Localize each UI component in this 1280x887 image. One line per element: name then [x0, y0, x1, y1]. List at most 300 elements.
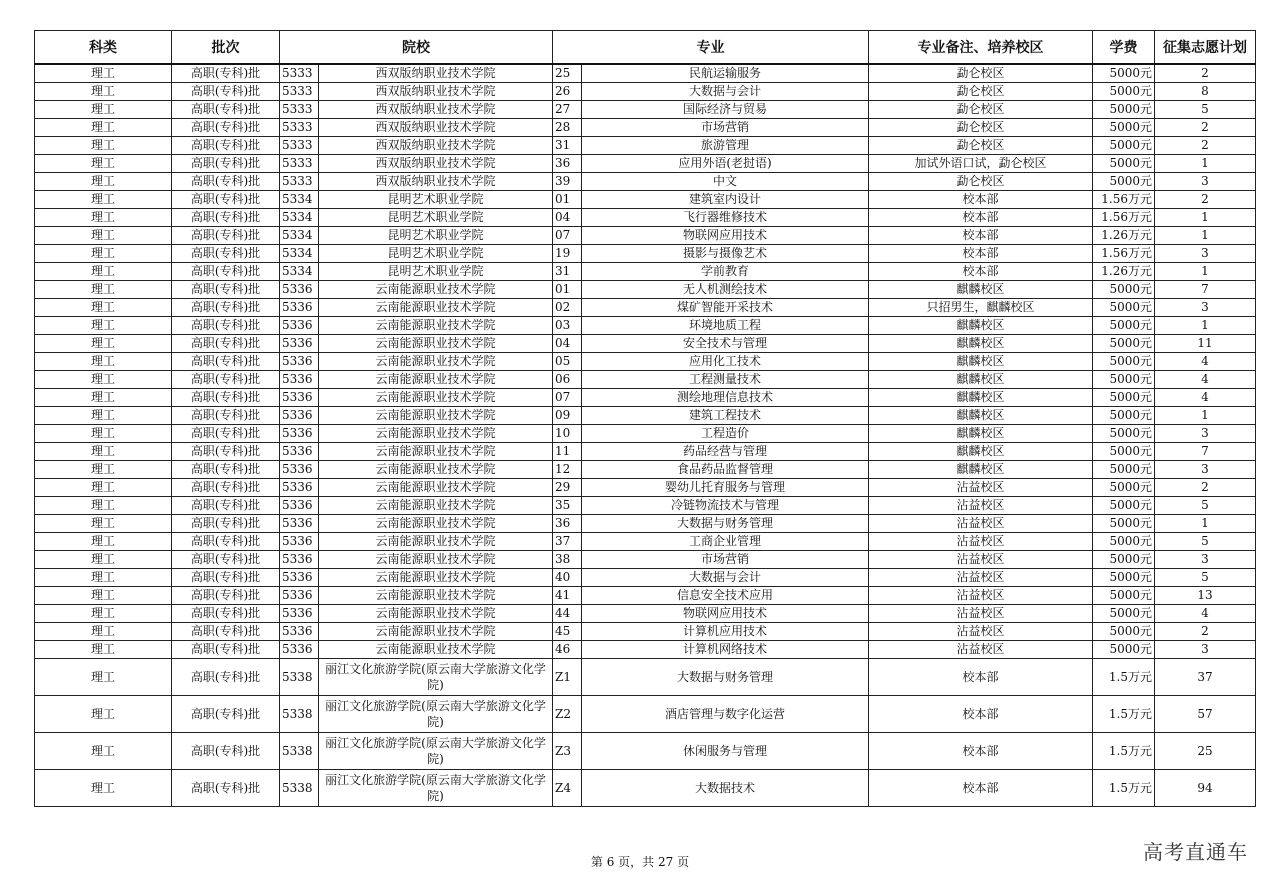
table-row — [35, 227, 1256, 245]
cell-major: 市场营销 — [582, 119, 869, 137]
cell-major-code: 10 — [553, 425, 582, 443]
cell-tuition: 5000元 — [1093, 569, 1155, 587]
cell-tuition: 1.56万元 — [1093, 209, 1155, 227]
cell-major-code: 31 — [553, 263, 582, 281]
cell-note: 麒麟校区 — [869, 371, 1093, 389]
cell-major: 大数据与会计 — [582, 569, 869, 587]
cell-batch: 高职(专科)批 — [172, 425, 280, 443]
cell-college: 西双版纳职业技术学院 — [319, 119, 553, 137]
cell-college: 云南能源职业技术学院 — [319, 551, 553, 569]
cell-plan: 7 — [1155, 443, 1256, 461]
cell-major-code: 01 — [553, 191, 582, 209]
cell-note: 沾益校区 — [869, 497, 1093, 515]
table-row — [35, 389, 1256, 407]
table-row — [35, 191, 1256, 209]
table-row — [35, 245, 1256, 263]
cell-plan: 4 — [1155, 389, 1256, 407]
cell-college: 云南能源职业技术学院 — [319, 587, 553, 605]
cell-tuition: 5000元 — [1093, 407, 1155, 425]
cell-category: 理工 — [35, 137, 172, 155]
cell-plan: 3 — [1155, 641, 1256, 659]
cell-major-code: 04 — [553, 209, 582, 227]
table-row — [35, 137, 1256, 155]
header-note: 专业备注、培养校区 — [869, 31, 1093, 65]
cell-major-code: 26 — [553, 83, 582, 101]
cell-major: 应用外语(老挝语) — [582, 155, 869, 173]
cell-college: 西双版纳职业技术学院 — [319, 101, 553, 119]
table-row — [35, 515, 1256, 533]
cell-batch: 高职(专科)批 — [172, 443, 280, 461]
cell-tuition: 5000元 — [1093, 479, 1155, 497]
cell-plan: 2 — [1155, 191, 1256, 209]
cell-category: 理工 — [35, 353, 172, 371]
cell-college-code: 5336 — [280, 551, 319, 569]
cell-tuition: 5000元 — [1093, 623, 1155, 641]
cell-note: 沾益校区 — [869, 569, 1093, 587]
cell-note: 校本部 — [869, 263, 1093, 281]
cell-category: 理工 — [35, 407, 172, 425]
cell-college-code: 5336 — [280, 299, 319, 317]
cell-tuition: 5000元 — [1093, 83, 1155, 101]
cell-college: 云南能源职业技术学院 — [319, 407, 553, 425]
cell-major-code: 27 — [553, 101, 582, 119]
cell-major-code: 37 — [553, 533, 582, 551]
cell-note: 加试外语口试，勐仑校区 — [869, 155, 1093, 173]
cell-major: 计算机应用技术 — [582, 623, 869, 641]
cell-major: 飞行器维修技术 — [582, 209, 869, 227]
cell-tuition: 5000元 — [1093, 587, 1155, 605]
cell-batch: 高职(专科)批 — [172, 371, 280, 389]
table-row — [35, 696, 1256, 733]
cell-plan: 5 — [1155, 497, 1256, 515]
cell-category: 理工 — [35, 733, 172, 770]
cell-college: 云南能源职业技术学院 — [319, 317, 553, 335]
cell-note: 麒麟校区 — [869, 353, 1093, 371]
table-row — [35, 155, 1256, 173]
cell-category: 理工 — [35, 389, 172, 407]
cell-college-code: 5336 — [280, 623, 319, 641]
cell-major-code: 41 — [553, 587, 582, 605]
cell-major-code: 36 — [553, 155, 582, 173]
cell-major: 应用化工技术 — [582, 353, 869, 371]
cell-major: 工程测量技术 — [582, 371, 869, 389]
cell-college-code: 5333 — [280, 173, 319, 191]
watermark-logo: 高考直通车 — [1143, 840, 1248, 864]
cell-batch: 高职(专科)批 — [172, 696, 280, 733]
cell-batch: 高职(专科)批 — [172, 101, 280, 119]
cell-note: 麒麟校区 — [869, 443, 1093, 461]
cell-major: 大数据与财务管理 — [582, 659, 869, 696]
cell-major-code: 28 — [553, 119, 582, 137]
cell-major: 计算机网络技术 — [582, 641, 869, 659]
cell-major: 测绘地理信息技术 — [582, 389, 869, 407]
cell-college-code: 5336 — [280, 425, 319, 443]
cell-category: 理工 — [35, 425, 172, 443]
cell-tuition: 1.26万元 — [1093, 227, 1155, 245]
table-row — [35, 551, 1256, 569]
cell-category: 理工 — [35, 101, 172, 119]
cell-batch: 高职(专科)批 — [172, 335, 280, 353]
cell-batch: 高职(专科)批 — [172, 245, 280, 263]
cell-plan: 4 — [1155, 371, 1256, 389]
cell-plan: 57 — [1155, 696, 1256, 733]
cell-college: 昆明艺术职业学院 — [319, 191, 553, 209]
cell-tuition: 1.5万元 — [1093, 770, 1155, 807]
cell-major-code: Z2 — [553, 696, 582, 733]
cell-major: 旅游管理 — [582, 137, 869, 155]
cell-batch: 高职(专科)批 — [172, 587, 280, 605]
header-college: 院校 — [280, 31, 553, 65]
cell-tuition: 5000元 — [1093, 389, 1155, 407]
cell-category: 理工 — [35, 335, 172, 353]
cell-major-code: 05 — [553, 353, 582, 371]
cell-major: 环境地质工程 — [582, 317, 869, 335]
cell-college: 云南能源职业技术学院 — [319, 281, 553, 299]
cell-note: 麒麟校区 — [869, 317, 1093, 335]
cell-college-code: 5334 — [280, 191, 319, 209]
cell-college-code: 5334 — [280, 209, 319, 227]
page-number: 第 6 页，共 27 页 — [590, 855, 690, 869]
cell-tuition: 1.56万元 — [1093, 245, 1155, 263]
cell-college-code: 5336 — [280, 515, 319, 533]
cell-tuition: 5000元 — [1093, 425, 1155, 443]
cell-batch: 高职(专科)批 — [172, 551, 280, 569]
header-row — [35, 31, 1256, 65]
table-row — [35, 299, 1256, 317]
cell-plan: 1 — [1155, 209, 1256, 227]
cell-college: 云南能源职业技术学院 — [319, 569, 553, 587]
cell-plan: 1 — [1155, 515, 1256, 533]
cell-note: 勐仑校区 — [869, 119, 1093, 137]
cell-college: 云南能源职业技术学院 — [319, 371, 553, 389]
cell-plan: 1 — [1155, 155, 1256, 173]
cell-college-code: 5336 — [280, 479, 319, 497]
cell-college-code: 5333 — [280, 119, 319, 137]
table-row — [35, 101, 1256, 119]
cell-major-code: 19 — [553, 245, 582, 263]
cell-college-code: 5338 — [280, 770, 319, 807]
cell-category: 理工 — [35, 533, 172, 551]
cell-tuition: 5000元 — [1093, 551, 1155, 569]
cell-batch: 高职(专科)批 — [172, 497, 280, 515]
cell-note: 麒麟校区 — [869, 461, 1093, 479]
cell-major: 市场营销 — [582, 551, 869, 569]
cell-college-code: 5333 — [280, 101, 319, 119]
cell-plan: 11 — [1155, 335, 1256, 353]
cell-major-code: 01 — [553, 281, 582, 299]
cell-category: 理工 — [35, 281, 172, 299]
cell-college-code: 5336 — [280, 605, 319, 623]
cell-major-code: 44 — [553, 605, 582, 623]
cell-major: 无人机测绘技术 — [582, 281, 869, 299]
cell-category: 理工 — [35, 497, 172, 515]
cell-category: 理工 — [35, 371, 172, 389]
cell-college-code: 5336 — [280, 641, 319, 659]
cell-note: 沾益校区 — [869, 533, 1093, 551]
cell-category: 理工 — [35, 479, 172, 497]
cell-note: 沾益校区 — [869, 515, 1093, 533]
cell-tuition: 5000元 — [1093, 371, 1155, 389]
cell-college: 云南能源职业技术学院 — [319, 641, 553, 659]
cell-note: 校本部 — [869, 696, 1093, 733]
cell-note: 沾益校区 — [869, 605, 1093, 623]
cell-plan: 2 — [1155, 119, 1256, 137]
cell-note: 校本部 — [869, 191, 1093, 209]
cell-batch: 高职(专科)批 — [172, 155, 280, 173]
cell-tuition: 1.5万元 — [1093, 659, 1155, 696]
cell-category: 理工 — [35, 641, 172, 659]
cell-college-code: 5333 — [280, 137, 319, 155]
cell-major-code: 07 — [553, 227, 582, 245]
table-row — [35, 533, 1256, 551]
table-row — [35, 623, 1256, 641]
cell-major-code: Z3 — [553, 733, 582, 770]
cell-tuition: 5000元 — [1093, 137, 1155, 155]
cell-college: 云南能源职业技术学院 — [319, 389, 553, 407]
table-row — [35, 353, 1256, 371]
table-row — [35, 443, 1256, 461]
cell-major-code: 02 — [553, 299, 582, 317]
cell-major-code: 36 — [553, 515, 582, 533]
cell-plan: 5 — [1155, 569, 1256, 587]
cell-plan: 2 — [1155, 64, 1256, 83]
cell-batch: 高职(专科)批 — [172, 64, 280, 83]
cell-category: 理工 — [35, 173, 172, 191]
cell-major-code: 46 — [553, 641, 582, 659]
cell-major: 安全技术与管理 — [582, 335, 869, 353]
cell-college-code: 5336 — [280, 533, 319, 551]
cell-category: 理工 — [35, 155, 172, 173]
cell-batch: 高职(专科)批 — [172, 209, 280, 227]
table-row — [35, 263, 1256, 281]
cell-college-code: 5336 — [280, 371, 319, 389]
cell-major: 婴幼儿托育服务与管理 — [582, 479, 869, 497]
cell-note: 校本部 — [869, 659, 1093, 696]
cell-plan: 3 — [1155, 461, 1256, 479]
cell-batch: 高职(专科)批 — [172, 515, 280, 533]
cell-category: 理工 — [35, 461, 172, 479]
cell-plan: 2 — [1155, 623, 1256, 641]
cell-category: 理工 — [35, 317, 172, 335]
cell-batch: 高职(专科)批 — [172, 173, 280, 191]
cell-category: 理工 — [35, 299, 172, 317]
cell-category: 理工 — [35, 263, 172, 281]
cell-tuition: 5000元 — [1093, 533, 1155, 551]
cell-tuition: 5000元 — [1093, 119, 1155, 137]
cell-college-code: 5336 — [280, 407, 319, 425]
cell-category: 理工 — [35, 245, 172, 263]
cell-note: 麒麟校区 — [869, 281, 1093, 299]
cell-batch: 高职(专科)批 — [172, 137, 280, 155]
cell-tuition: 5000元 — [1093, 101, 1155, 119]
table-row — [35, 119, 1256, 137]
cell-plan: 1 — [1155, 227, 1256, 245]
cell-batch: 高职(专科)批 — [172, 83, 280, 101]
cell-note: 校本部 — [869, 770, 1093, 807]
table-row — [35, 497, 1256, 515]
cell-major: 建筑室内设计 — [582, 191, 869, 209]
cell-college: 云南能源职业技术学院 — [319, 533, 553, 551]
cell-plan: 94 — [1155, 770, 1256, 807]
cell-major: 大数据技术 — [582, 770, 869, 807]
cell-college: 云南能源职业技术学院 — [319, 335, 553, 353]
cell-category: 理工 — [35, 569, 172, 587]
cell-college: 西双版纳职业技术学院 — [319, 83, 553, 101]
table-row — [35, 317, 1256, 335]
table-row — [35, 641, 1256, 659]
cell-batch: 高职(专科)批 — [172, 659, 280, 696]
cell-major: 大数据与财务管理 — [582, 515, 869, 533]
cell-college-code: 5336 — [280, 443, 319, 461]
cell-tuition: 1.5万元 — [1093, 696, 1155, 733]
cell-category: 理工 — [35, 587, 172, 605]
cell-college: 云南能源职业技术学院 — [319, 425, 553, 443]
table-row — [35, 605, 1256, 623]
cell-major: 煤矿智能开采技术 — [582, 299, 869, 317]
cell-plan: 4 — [1155, 353, 1256, 371]
cell-major-code: 04 — [553, 335, 582, 353]
cell-tuition: 1.26万元 — [1093, 263, 1155, 281]
cell-tuition: 5000元 — [1093, 335, 1155, 353]
cell-major-code: 29 — [553, 479, 582, 497]
header-category: 科类 — [35, 31, 172, 65]
cell-batch: 高职(专科)批 — [172, 353, 280, 371]
cell-category: 理工 — [35, 83, 172, 101]
table-row — [35, 173, 1256, 191]
cell-category: 理工 — [35, 515, 172, 533]
cell-college-code: 5338 — [280, 659, 319, 696]
cell-plan: 3 — [1155, 299, 1256, 317]
cell-major-code: 40 — [553, 569, 582, 587]
cell-major-code: 12 — [553, 461, 582, 479]
header-tuition: 学费 — [1093, 31, 1155, 65]
table-row — [35, 479, 1256, 497]
cell-note: 麒麟校区 — [869, 407, 1093, 425]
cell-batch: 高职(专科)批 — [172, 461, 280, 479]
table-row — [35, 335, 1256, 353]
cell-college-code: 5333 — [280, 155, 319, 173]
cell-college: 西双版纳职业技术学院 — [319, 155, 553, 173]
cell-batch: 高职(专科)批 — [172, 605, 280, 623]
cell-tuition: 5000元 — [1093, 641, 1155, 659]
cell-major-code: 11 — [553, 443, 582, 461]
cell-tuition: 5000元 — [1093, 353, 1155, 371]
cell-note: 勐仑校区 — [869, 137, 1093, 155]
cell-college: 丽江文化旅游学院(原云南大学旅游文化学院) — [319, 733, 553, 770]
table-row — [35, 83, 1256, 101]
cell-college: 西双版纳职业技术学院 — [319, 64, 553, 83]
cell-plan: 4 — [1155, 605, 1256, 623]
cell-major: 药品经营与管理 — [582, 443, 869, 461]
cell-college-code: 5338 — [280, 733, 319, 770]
cell-tuition: 5000元 — [1093, 605, 1155, 623]
cell-major: 工程造价 — [582, 425, 869, 443]
cell-tuition: 5000元 — [1093, 317, 1155, 335]
cell-major-code: 09 — [553, 407, 582, 425]
cell-college-code: 5333 — [280, 64, 319, 83]
cell-college-code: 5333 — [280, 83, 319, 101]
cell-tuition: 5000元 — [1093, 173, 1155, 191]
cell-college: 西双版纳职业技术学院 — [319, 137, 553, 155]
cell-major: 信息安全技术应用 — [582, 587, 869, 605]
cell-college: 云南能源职业技术学院 — [319, 605, 553, 623]
cell-major: 国际经济与贸易 — [582, 101, 869, 119]
cell-batch: 高职(专科)批 — [172, 479, 280, 497]
cell-college: 云南能源职业技术学院 — [319, 353, 553, 371]
cell-category: 理工 — [35, 551, 172, 569]
cell-batch: 高职(专科)批 — [172, 569, 280, 587]
cell-major: 冷链物流技术与管理 — [582, 497, 869, 515]
cell-plan: 8 — [1155, 83, 1256, 101]
cell-major: 工商企业管理 — [582, 533, 869, 551]
cell-note: 麒麟校区 — [869, 389, 1093, 407]
cell-note: 校本部 — [869, 733, 1093, 770]
table-row — [35, 407, 1256, 425]
table-row — [35, 659, 1256, 696]
cell-college-code: 5336 — [280, 389, 319, 407]
cell-note: 校本部 — [869, 227, 1093, 245]
cell-college: 丽江文化旅游学院(原云南大学旅游文化学院) — [319, 696, 553, 733]
cell-batch: 高职(专科)批 — [172, 389, 280, 407]
cell-plan: 3 — [1155, 173, 1256, 191]
cell-plan: 5 — [1155, 533, 1256, 551]
cell-major-code: 38 — [553, 551, 582, 569]
cell-plan: 7 — [1155, 281, 1256, 299]
admissions-table — [34, 30, 1256, 807]
cell-tuition: 5000元 — [1093, 515, 1155, 533]
cell-batch: 高职(专科)批 — [172, 641, 280, 659]
cell-major: 中文 — [582, 173, 869, 191]
cell-category: 理工 — [35, 227, 172, 245]
cell-college: 云南能源职业技术学院 — [319, 479, 553, 497]
cell-batch: 高职(专科)批 — [172, 263, 280, 281]
cell-batch: 高职(专科)批 — [172, 227, 280, 245]
cell-category: 理工 — [35, 209, 172, 227]
cell-college-code: 5334 — [280, 227, 319, 245]
cell-college: 云南能源职业技术学院 — [319, 443, 553, 461]
cell-plan: 3 — [1155, 425, 1256, 443]
header-plan: 征集志愿计划 — [1155, 31, 1256, 65]
cell-note: 勐仑校区 — [869, 101, 1093, 119]
cell-plan: 1 — [1155, 263, 1256, 281]
cell-plan: 13 — [1155, 587, 1256, 605]
cell-major-code: 31 — [553, 137, 582, 155]
cell-college-code: 5334 — [280, 263, 319, 281]
cell-college-code: 5334 — [280, 245, 319, 263]
cell-note: 沾益校区 — [869, 623, 1093, 641]
cell-plan: 3 — [1155, 551, 1256, 569]
cell-note: 勐仑校区 — [869, 64, 1093, 83]
cell-tuition: 5000元 — [1093, 443, 1155, 461]
cell-plan: 1 — [1155, 407, 1256, 425]
cell-batch: 高职(专科)批 — [172, 623, 280, 641]
cell-college: 昆明艺术职业学院 — [319, 209, 553, 227]
cell-college-code: 5336 — [280, 569, 319, 587]
cell-batch: 高职(专科)批 — [172, 317, 280, 335]
cell-college: 丽江文化旅游学院(原云南大学旅游文化学院) — [319, 770, 553, 807]
table-row — [35, 733, 1256, 770]
cell-category: 理工 — [35, 64, 172, 83]
header-major: 专业 — [553, 31, 869, 65]
cell-plan: 25 — [1155, 733, 1256, 770]
cell-note: 麒麟校区 — [869, 425, 1093, 443]
cell-major-code: Z1 — [553, 659, 582, 696]
cell-category: 理工 — [35, 770, 172, 807]
cell-major: 休闲服务与管理 — [582, 733, 869, 770]
table-row — [35, 371, 1256, 389]
cell-major: 大数据与会计 — [582, 83, 869, 101]
cell-major-code: 25 — [553, 64, 582, 83]
